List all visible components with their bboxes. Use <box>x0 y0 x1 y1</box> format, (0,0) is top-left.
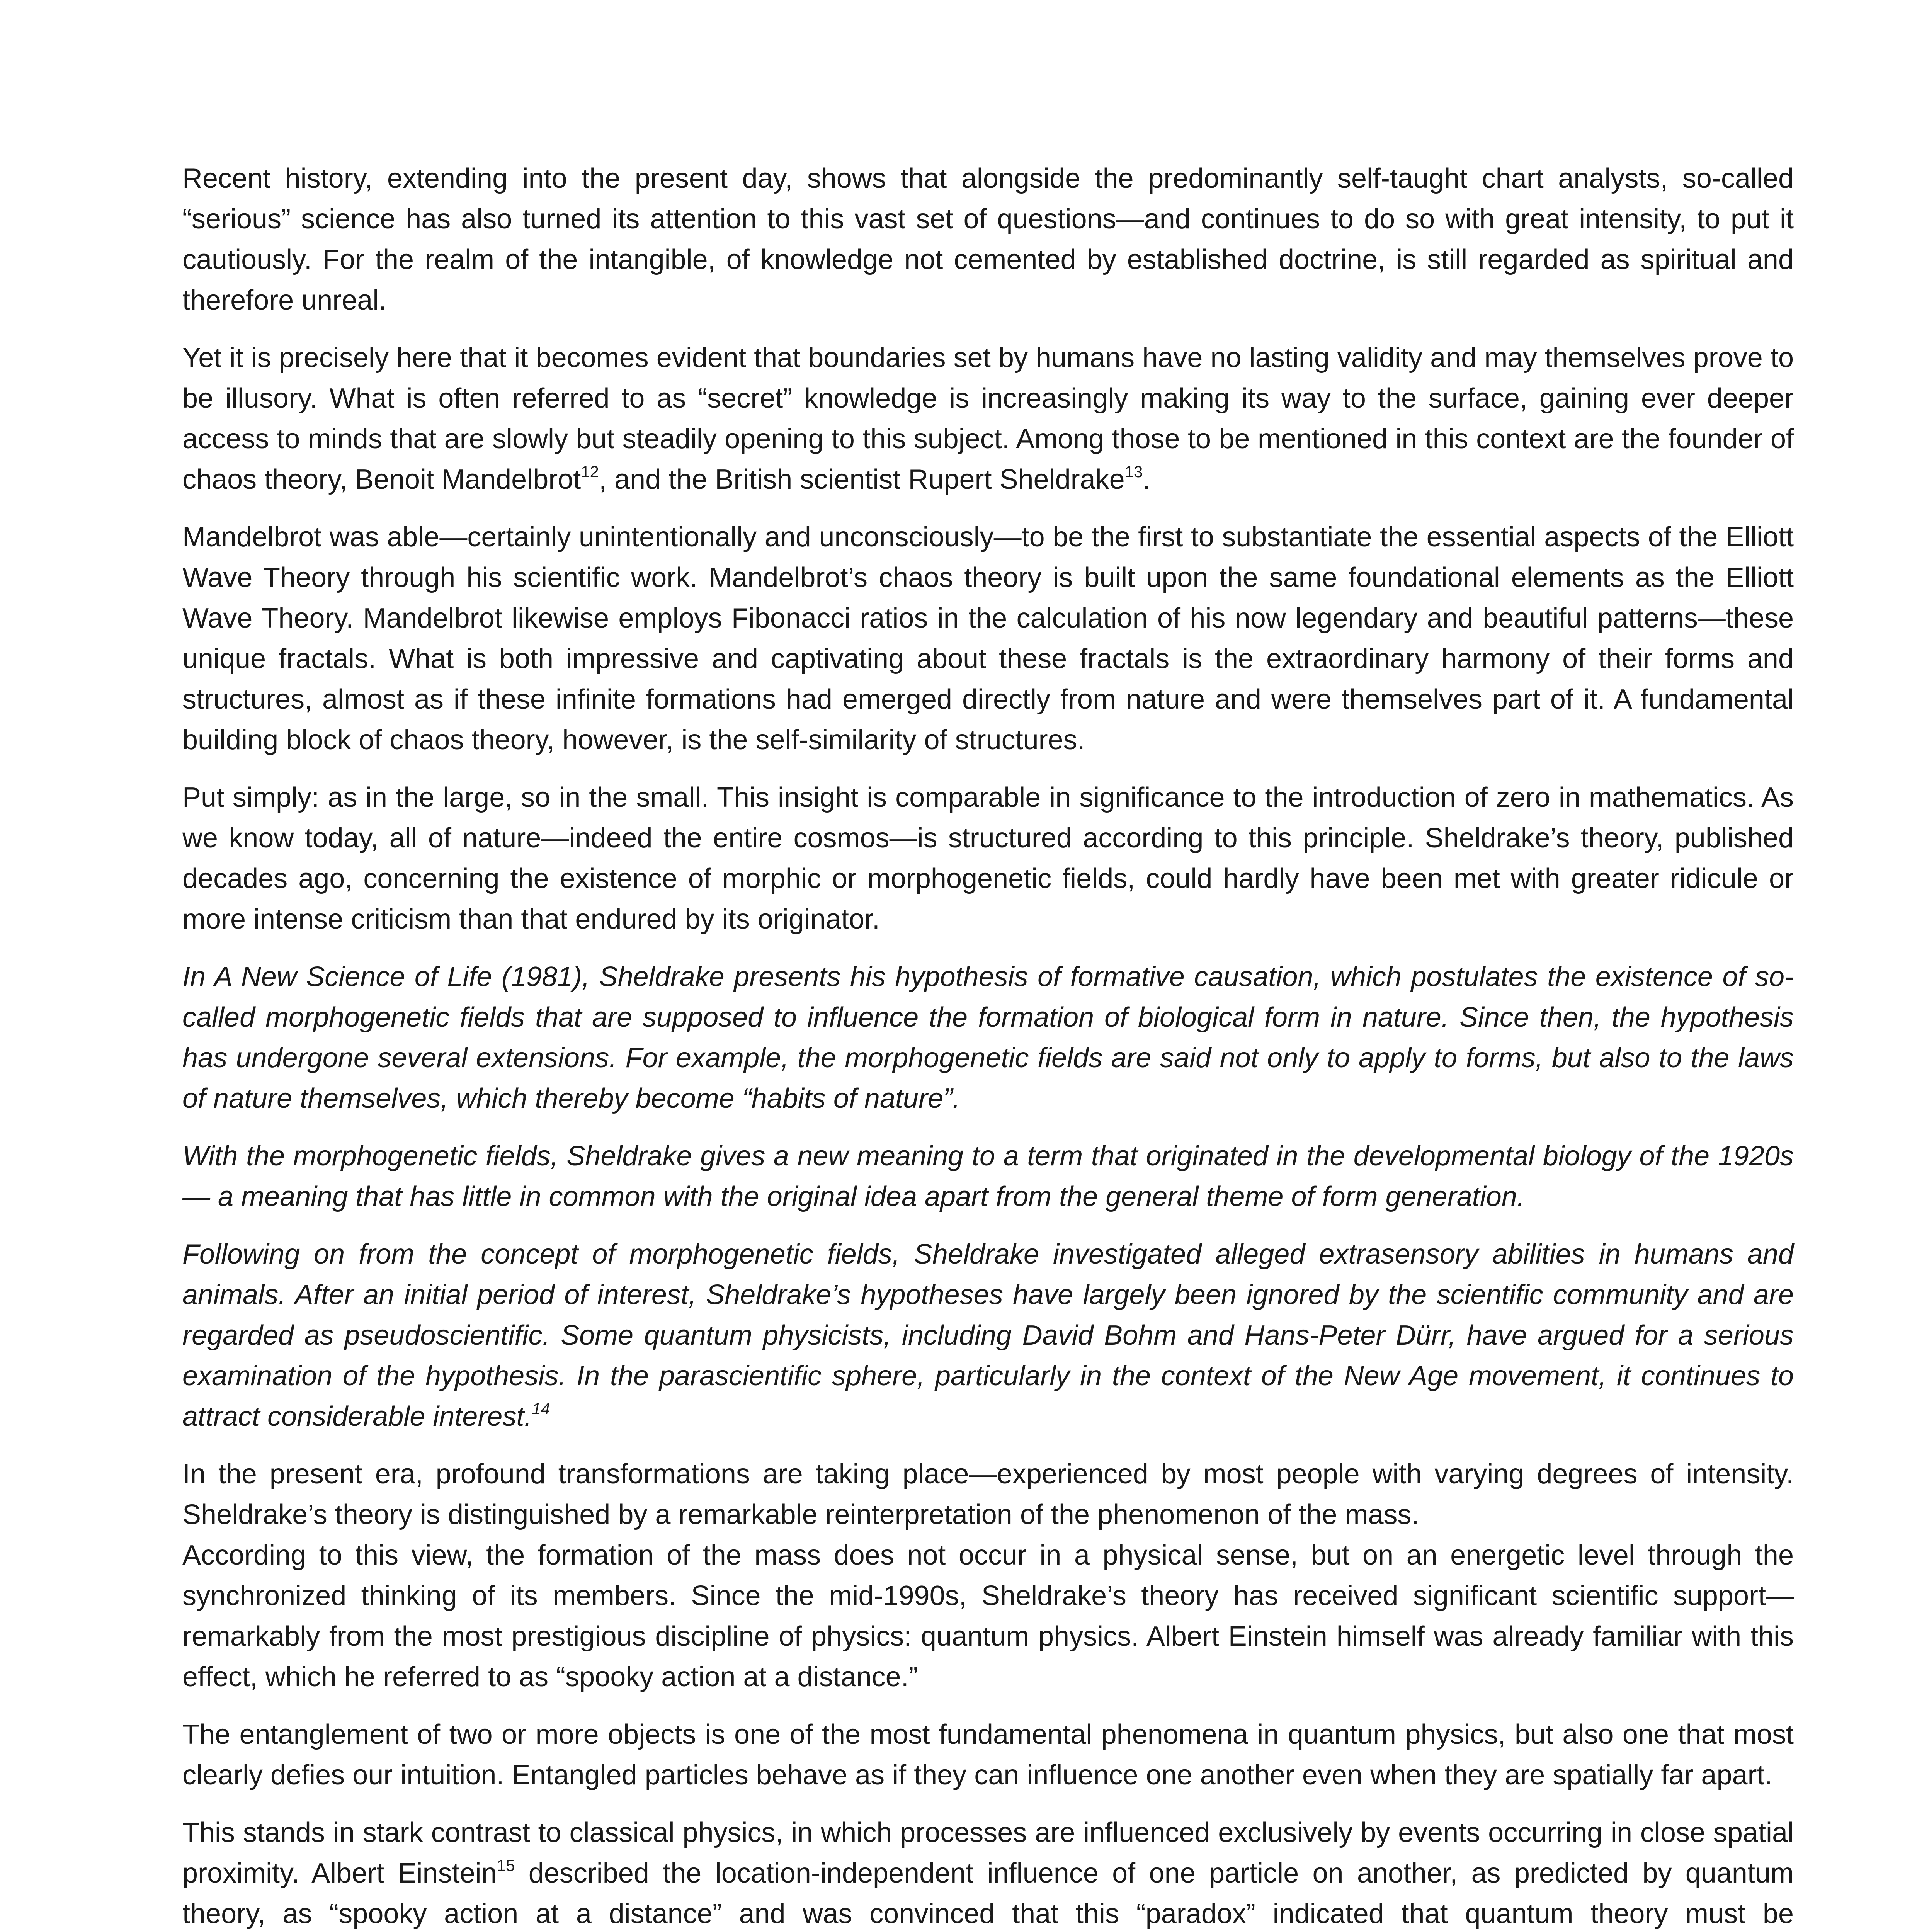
paragraph-text: In the present era, profound transformations are taking place—experienced by most people with varying degrees of intensity. Sheldrake’s theory is distinguished by a remarkable reinterpretation of the phenomenon of the mass. <box>182 1459 1794 1530</box>
paragraph <box>182 1234 1794 1437</box>
paragraph <box>182 777 1794 940</box>
paragraph-text: According to this view, the formation of the mass does not occur in a physical sense, but on an energetic level through the synchronized thinking of its members. Since the mid-1990s, Sheldrake’s theory has received significant scientific support—remarkably from the most prestigious discipline of physics: quantum physics. Albert Einstein himself was already familiar with this effect, which he referred to as “spooky action at a distance.” <box>182 1540 1794 1692</box>
paragraph-text: In A New Science of Life (1981), Sheldrake presents his hypothesis of formative causation, which postulates the existence of so-called morphogenetic fields that are supposed to influence the formation of biological form in nature. Since then, the hypothesis has undergone several extensions. For example, the morphogenetic fields are said not only to apply to forms, but also to the laws of nature themselves, which thereby become “habits of nature”. <box>182 961 1794 1114</box>
paragraph <box>182 1535 1794 1697</box>
paragraph-text: With the morphogenetic fields, Sheldrake gives a new meaning to a term that originated in the developmental biology of the 1920s — a meaning that has little in common with the original idea apart from the general theme of form generation. <box>182 1141 1794 1212</box>
paragraph <box>182 1813 1794 1932</box>
paragraph <box>182 338 1794 500</box>
paragraph <box>182 517 1794 760</box>
paragraph-text: described the location-independent influence of one particle on another, as predicted by quantum theory, as “spooky action at a distance” and was convinced that this “paradox” indicated that quantum theory must be <box>182 1858 1794 1929</box>
paragraph <box>182 1454 1794 1535</box>
footnote-reference: 13 <box>1124 463 1143 481</box>
paragraph-text: The entanglement of two or more objects is one of the most fundamental phenomena in quantum physics, but also one that most clearly defies our intuition. Entangled particles behave as if they can influence one another even when they are spatially far apart. <box>182 1719 1794 1791</box>
paragraph-text: This stands in stark contrast to classical physics, in which processes are influenced exclusively by events occurring in close spatial proximity. Albert Einstein <box>182 1817 1794 1889</box>
paragraph-text: Yet it is precisely here that it becomes evident that boundaries set by humans have no lasting validity and may themselves prove to be illusory. What is often referred to as “secret” knowledge is increasingly making its way to the surface, gaining ever deeper access to minds that are slowly but steadily opening to this subject. Among those to be mentioned in this context are the founder of chaos theory, Benoit Mandelbrot <box>182 342 1794 495</box>
paragraph <box>182 1136 1794 1217</box>
paragraph-text: Following on from the concept of morphogenetic fields, Sheldrake investigated alleged extrasensory abilities in humans and animals. After an initial period of interest, Sheldrake’s hypotheses have largely been ignored by the scientific community and are regarded as pseudoscientific. Some quantum physicists, including David Bohm and Hans-Peter Dürr, have argued for a serious examination of the hypothesis. In the parascientific sphere, particularly in the context of the New Age movement, it continues to attract considerable interest. <box>182 1239 1794 1432</box>
paragraph-text: . <box>1143 464 1151 495</box>
footnote-reference: 15 <box>497 1856 515 1874</box>
body-text <box>182 158 1794 1932</box>
paragraph-text: Put simply: as in the large, so in the small. This insight is comparable in significance to the introduction of zero in mathematics. As we know today, all of nature—indeed the entire cosmos—is structured according to this principle. Sheldrake’s theory, published decades ago, concerning the existence of morphic or morphogenetic fields, could hardly have been met with greater ridicule or more intense criticism than that endured by its originator. <box>182 782 1794 935</box>
footnote-reference: 14 <box>532 1400 550 1418</box>
paragraph-text: , and the British scientist Rupert Sheldrake <box>599 464 1125 495</box>
paragraph <box>182 158 1794 321</box>
paragraph-text: Recent history, extending into the present day, shows that alongside the predominantly self-taught chart analysts, so-called “serious” science has also turned its attention to this vast set of questions—and continues to do so with great intensity, to put it cautiously. For the realm of the intangible, of knowledge not cemented by established doctrine, is still regarded as spiritual and therefore unreal. <box>182 163 1794 316</box>
footnote-reference: 12 <box>581 463 599 481</box>
paragraph <box>182 957 1794 1119</box>
paragraph <box>182 1714 1794 1796</box>
paragraph-text: Mandelbrot was able—certainly unintentionally and unconsciously—to be the first to substantiate the essential aspects of the Elliott Wave Theory through his scientific work. Mandelbrot’s chaos theory is built upon the same foundational elements as the Elliott Wave Theory. Mandelbrot likewise employs Fibonacci ratios in the calculation of his now legendary and beautiful patterns—these unique fractals. What is both impressive and captivating about these fractals is the extraordinary harmony of their forms and structures, almost as if these infinite formations had emerged directly from nature and were themselves part of it. A fundamental building block of chaos theory, however, is the self-similarity of structures. <box>182 522 1794 755</box>
